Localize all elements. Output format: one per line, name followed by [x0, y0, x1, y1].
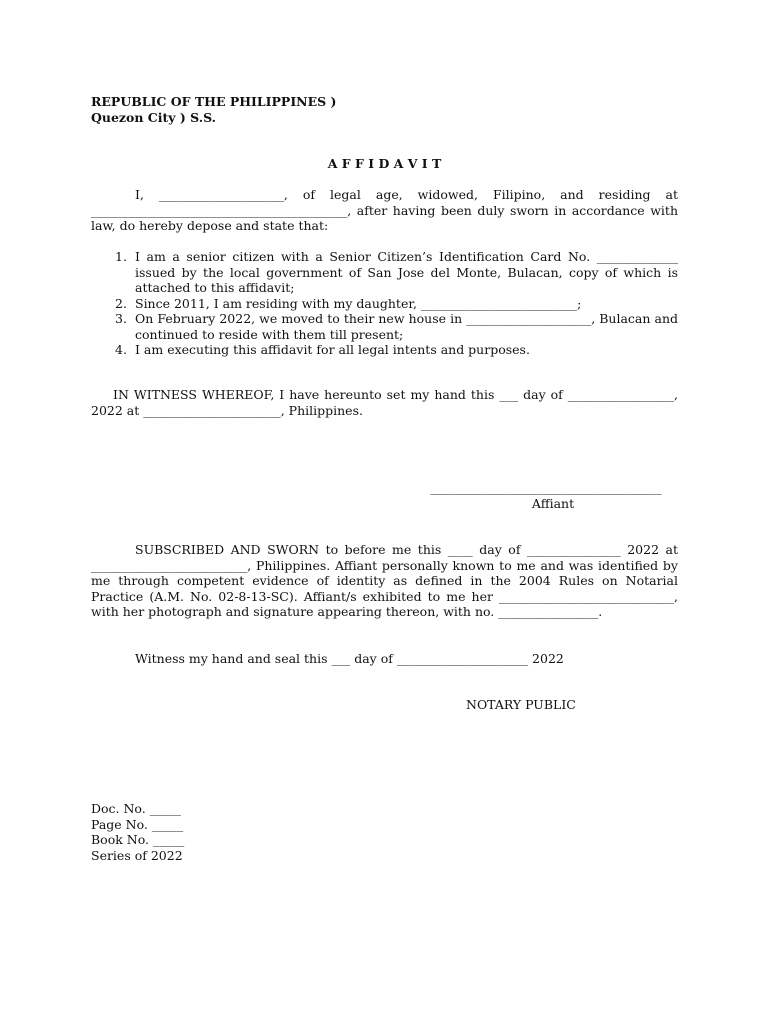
- statement-number: 3.: [115, 311, 127, 326]
- affiant-signature-line: _____________________________________: [430, 480, 662, 495]
- intro-text: I, ____________________, of legal age, widowed, Filipino, and residing at _________________________________________, after having been duly sworn in accordance with law, do hereby depose and state that:: [91, 187, 678, 233]
- page-number: Page No. _____: [91, 817, 184, 832]
- statement-text: Since 2011, I am residing with my daughter, _________________________;: [135, 295, 582, 311]
- witness-text: IN WITNESS WHEREOF, I have hereunto set my hand this ___ day of _________________, 2022 at ______________________, Philippines.: [91, 387, 678, 418]
- notary-public-label: NOTARY PUBLIC: [466, 697, 576, 712]
- series-year: Series of 2022: [91, 848, 183, 863]
- statement-item: [115, 249, 678, 296]
- statement-text: I am a senior citizen with a Senior Citizen’s Identification Card No. _____________ issued by the local government of San Jose del Monte, Bulacan, copy of which is attached to this affidavit;: [135, 249, 678, 295]
- statement-number: 1.: [115, 249, 127, 264]
- statement-text: I am executing this affidavit for all legal intents and purposes.: [135, 342, 530, 357]
- statement-item: [115, 311, 678, 342]
- statement-number: 2.: [115, 295, 127, 311]
- statement-item: [115, 296, 678, 312]
- statement-text: On February 2022, we moved to their new house in ____________________, Bulacan and continued to reside with them till present;: [135, 311, 678, 342]
- statement-item: [115, 342, 678, 358]
- document-title: A F F I D A V I T: [327, 156, 442, 171]
- header-republic: REPUBLIC OF THE PHILIPPINES ): [91, 94, 337, 109]
- jurat-text: SUBSCRIBED AND SWORN to before me this ____ day of _______________ 2022 at _________________________, Philippines. Affiant personally known to me and was identified by me through competent evidence of identity as defined in the 2004 Rules on Notarial Practice (A.M. No. 02-8-13-SC). Affiant/s exhibited to me her ____________________________, with her photograph and signature appearing thereon, with no. ________________.: [91, 542, 678, 619]
- doc-number: Doc. No. _____: [91, 801, 181, 816]
- header-city: Quezon City ) S.S.: [91, 110, 217, 125]
- seal-line: Witness my hand and seal this ___ day of _____________________ 2022: [135, 651, 564, 666]
- affiant-label: Affiant: [531, 496, 575, 511]
- statements-list: [115, 249, 678, 358]
- witness-paragraph: [91, 387, 678, 418]
- statement-number: 4.: [115, 342, 127, 357]
- book-number: Book No. _____: [91, 832, 185, 847]
- jurat-paragraph: [91, 542, 678, 620]
- intro-paragraph: [91, 187, 678, 234]
